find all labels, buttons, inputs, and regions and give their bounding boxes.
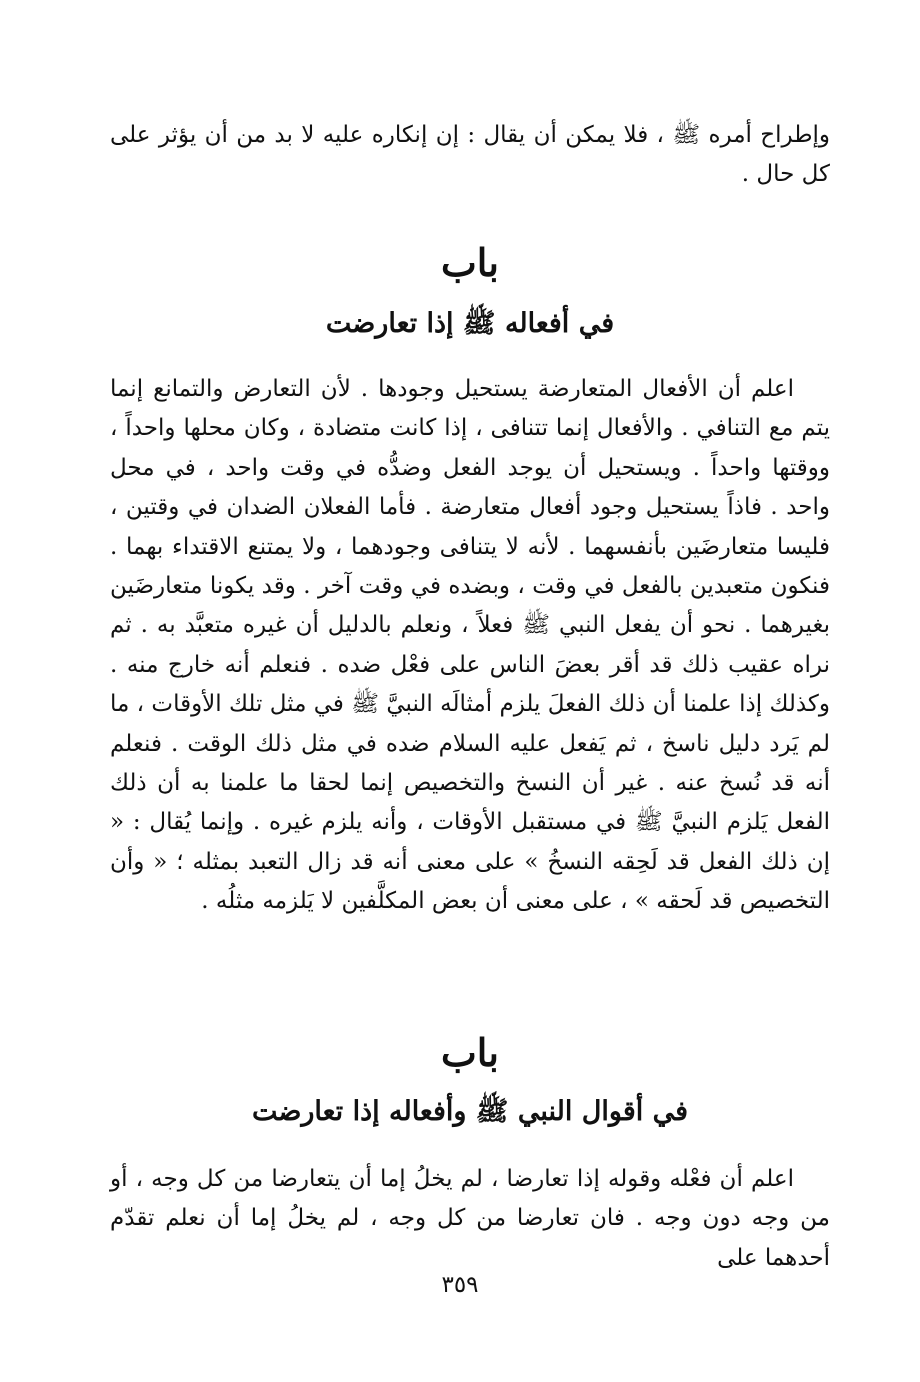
intro-paragraph: وإطراح أمره ﷺ ، فلا يمكن أن يقال : إن إنكاره عليه لا بد من أن يؤثر على كل حال . (110, 122, 831, 188)
page-number: ٣٥٩ (441, 1272, 479, 1298)
section2-body: اعلم أن فعْله وقوله إذا تعارضا ، لم يخلُ إما أن يتعارضا من كل وجه ، أو من وجه دون وجه . فان تعارضا من كل وجه ، لم يخلُ إما أن نعلم تقدّم أحدهما على (110, 1166, 830, 1271)
section2-title: باب (441, 1030, 499, 1075)
section1-body-block (110, 370, 830, 922)
section2-body-block (110, 1160, 830, 1278)
section2-subtitle: في أقوال النبي ﷺ وأفعاله إذا تعارضت (251, 1096, 689, 1127)
section1-body: اعلم أن الأفعال المتعارضة يستحيل وجودها . لأن التعارض والتمانع إنما يتم مع التنافي . والأفعال إنما تتنافى ، إذا كانت متضادة ، وكان محلها واحداً ، ووقتها واحداً . ويستحيل أن يوجد الفعل وضدُّه في وقت واحد ، في محل واحد . فاذاً يستحيل وجود أفعال متعارضة . فأما الفعلان الضدان في وقتين ، فليسا متعارضَين بأنفسهما . لأنه لا يتنافى وجودهما ، ولا يمتنع الاقتداء بهما . فنكون متعبدين بالفعل في وقت ، وبضده في وقت آخر . وقد يكونا متعارضَين بغيرهما . نحو أن يفعل النبي ﷺ فعلاً ، ونعلم بالدليل أن غيره متعبَّد به . ثم نراه عقيب ذلك قد أقر بعضَ الناس على فعْل ضده . فنعلم أنه خارج منه . وكذلك إذا علمنا أن ذلك الفعلَ يلزم أمثالَه النبيَّ ﷺ في مثل تلك الأوقات ، ما لم يَرد دليل ناسخ ، ثم يَفعل عليه السلام ضده في مثل ذلك الوقت . فنعلم أنه قد نُسخ عنه . غير أن النسخ والتخصيص إنما لحقا ما علمنا به أن ذلك الفعل يَلزم النبيَّ ﷺ في مستقبل الأوقات ، وأنه يلزم غيره . وإنما يُقال : « إن ذلك الفعل قد لَحِقه النسخُ » على معنى أنه قد زال التعبد بمثله ؛ « وأن التخصيص قد لَحقه » ، على معنى أن بعض المكلَّفين لا يَلزمه مثلُه . (110, 376, 830, 915)
intro-paragraph-block (110, 116, 830, 195)
section1-title: باب (441, 240, 499, 285)
section1-subtitle: في أفعاله ﷺ إذا تعارضت (325, 308, 615, 339)
